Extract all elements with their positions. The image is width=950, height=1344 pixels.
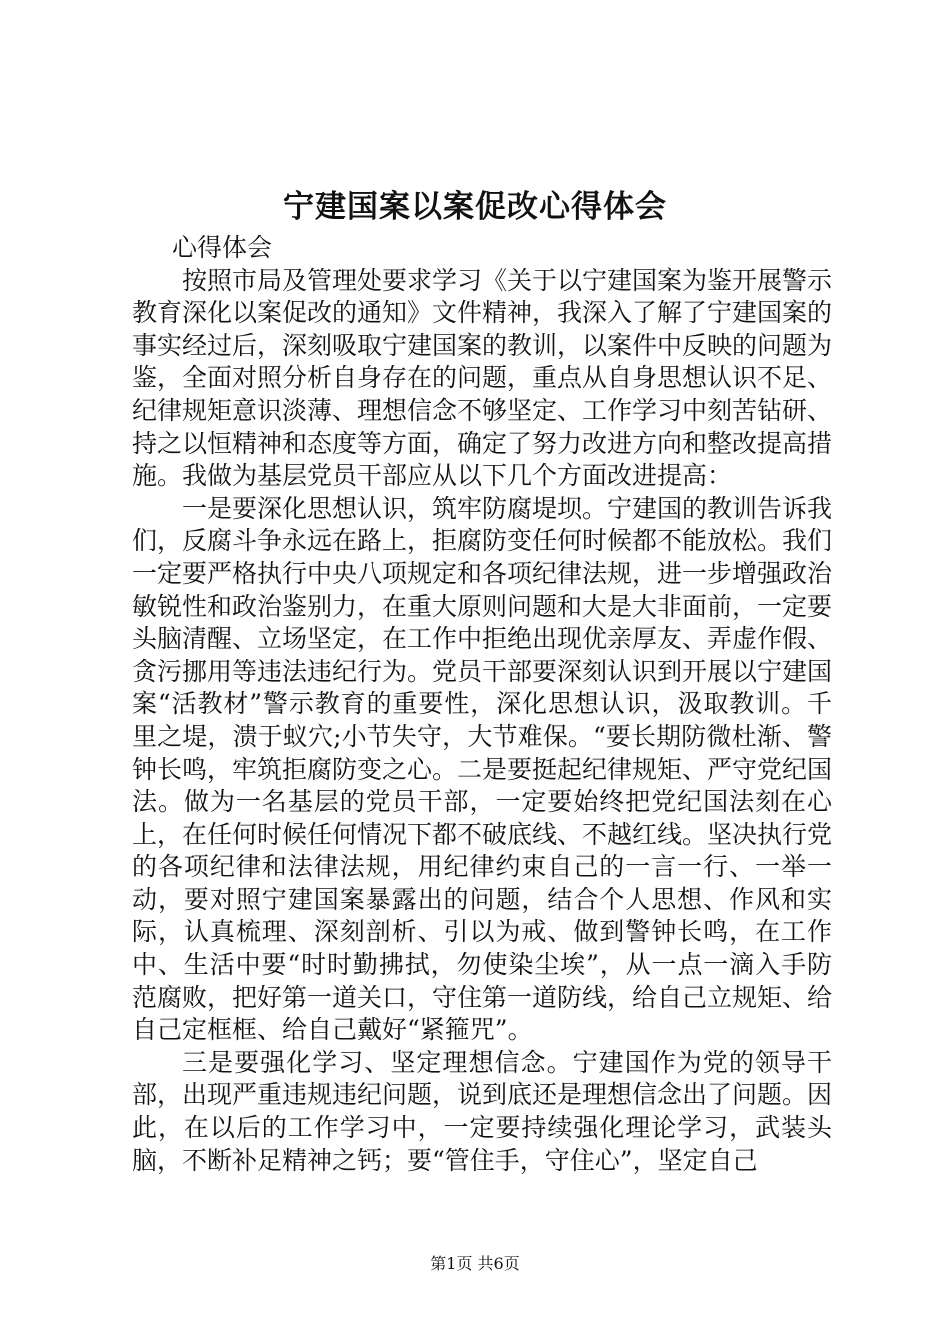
body-paragraph: 按照市局及管理处要求学习《关于以宁建国案为鉴开展警示教育深化以案促改的通知》文件精神，我深入了解了宁建国案的事实经过后，深刻吸取宁建国案的教训，以案件中反映的问题为鉴，全面对照分析自身存在的问题，重点从自身思想认识不足、纪律规矩意识淡薄、理想信念不够坚定、工作学习中刻苦钻研、持之以恒精神和态度等方面，确定了努力改进方向和整改提高措施。我做为基层党员干部应从以下几个方面改进提高： (132, 265, 833, 491)
body-paragraph: 一是要深化思想认识，筑牢防腐堤坝。宁建国的教训告诉我们，反腐斗争永远在路上，拒腐防变任何时候都不能放松。我们一定要严格执行中央八项规定和各项纪律法规，进一步增强政治敏锐性和政治鉴别力，在重大原则问题和大是大非面前，一定要头脑清醒、立场坚定，在工作中拒绝出现优亲厚友、弄虚作假、贪污挪用等违法违纪行为。党员干部要深刻认识到开展以宁建国案“活教材”警示教育的重要性，深化思想认识，汲取教训。千里之堤，溃于蚁穴;小节失守，大节难保。“要长期防微杜渐、警钟长鸣，牢筑拒腐防变之心。二是要挺起纪律规矩、严守党纪国法。做为一名基层的党员干部，一定要始终把党纪国法刻在心上，在任何时候任何情况下都不破底线、不越红线。坚决执行党的各项纪律和法律法规，用纪律约束自己的一言一行、一举一动，要对照宁建国案暴露出的问题，结合个人思想、作风和实际，认真梳理、深刻剖析、引以为戒、做到警钟长鸣，在工作中、生活中要“时时勤拂拭，勿使染尘埃”，从一点一滴入手防范腐败，把好第一道关口，守住第一道防线，给自己立规矩、给自己定框框、给自己戴好“紧箍咒”。 (132, 493, 833, 1045)
page-footer: 第1页 共6页 (430, 1254, 520, 1273)
body-paragraph: 三是要强化学习、坚定理想信念。宁建国作为党的领导干部，出现严重违规违纪问题，说到底还是理想信念出了问题。因此，在以后的工作学习中，一定要持续强化理论学习，武装头脑，不断补足精神之钙；要“管住手，守住心”，坚定自己 (132, 1047, 833, 1175)
section-label: 心得体会 (172, 233, 273, 262)
document-body (132, 232, 832, 1177)
document-title: 宁建国案以案促改心得体会 (283, 189, 667, 225)
